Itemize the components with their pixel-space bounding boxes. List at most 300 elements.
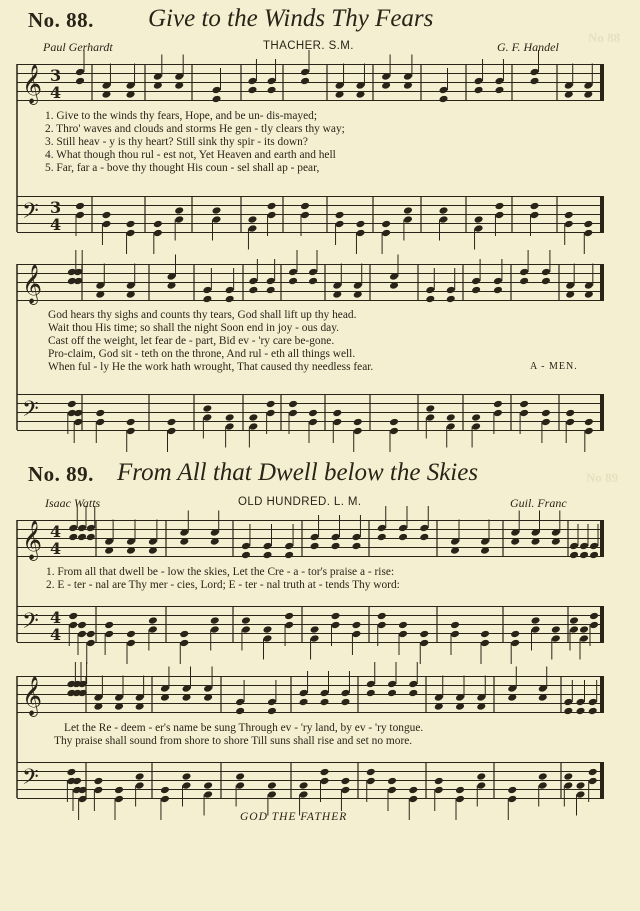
note-head [579, 542, 589, 551]
note-head [335, 90, 345, 99]
note-head [284, 551, 294, 560]
note-head [126, 546, 136, 555]
note-head [480, 546, 490, 555]
note-head [126, 537, 136, 546]
note-head [541, 409, 551, 418]
tune-name: THACHER. S.M. [263, 40, 354, 52]
note-head [530, 202, 540, 211]
note-head [179, 639, 189, 648]
final-bar [600, 606, 604, 642]
note-head [182, 684, 192, 693]
note-head [366, 768, 376, 777]
note-head [86, 524, 96, 533]
note-head [225, 286, 235, 295]
note-head [531, 528, 541, 537]
note-head [104, 621, 114, 630]
note-head [377, 621, 387, 630]
note-head [225, 413, 235, 422]
note-head [135, 693, 145, 702]
verse-line: 5. Far, far a - bove thy thought His coun - sel shall ap - pear, [45, 162, 320, 174]
note-head [564, 211, 574, 220]
note-head [387, 689, 397, 698]
note-head [210, 537, 220, 546]
note-head [135, 772, 145, 781]
final-bar [600, 394, 604, 430]
note-head [104, 546, 114, 555]
note-head [450, 621, 460, 630]
note-head [419, 630, 429, 639]
note-head [480, 639, 490, 648]
note-head [126, 281, 136, 290]
note-head [476, 693, 486, 702]
note-head [387, 786, 397, 795]
treble-clef-icon: 𝄞 [22, 676, 43, 716]
note-head [538, 684, 548, 693]
note-head [182, 781, 192, 790]
note-head [202, 286, 212, 295]
note-head [126, 418, 136, 427]
bass-clef-icon: 𝄢 [22, 199, 39, 229]
note-head [68, 533, 78, 542]
note-head [589, 612, 599, 621]
note-head [212, 206, 222, 215]
note-head [576, 781, 586, 790]
note-head [353, 418, 363, 427]
note-head [267, 77, 277, 86]
note-head [584, 281, 594, 290]
note-head [126, 81, 136, 90]
note-head [398, 524, 408, 533]
note-head [299, 790, 309, 799]
note-head [331, 612, 341, 621]
final-bar [600, 762, 604, 798]
note-head [434, 693, 444, 702]
note-head [507, 795, 517, 804]
note-head [104, 630, 114, 639]
verse-line: Cast off the weight, let fear de - part, Bid ev - 'ry care be-gone. [48, 335, 335, 347]
note-head [355, 229, 365, 238]
note-head [507, 684, 517, 693]
note-head [389, 427, 399, 436]
note-head [569, 542, 579, 551]
note-head [267, 86, 277, 95]
note-head [563, 772, 573, 781]
note-head [331, 533, 341, 542]
treble-clef-icon: 𝄞 [22, 264, 43, 304]
note-head [248, 286, 258, 295]
note-head [77, 533, 87, 542]
note-head [589, 542, 599, 551]
note-head [67, 400, 77, 409]
note-head [212, 95, 222, 104]
note-head [148, 625, 158, 634]
note-head [300, 77, 310, 86]
note-head [174, 215, 184, 224]
note-head [299, 689, 309, 698]
note-head [248, 277, 258, 286]
note-head [381, 220, 391, 229]
amen-label: A - MEN. [530, 361, 578, 372]
time-signature: 4 [50, 539, 62, 558]
note-head [480, 537, 490, 546]
note-head [153, 220, 163, 229]
note-head [510, 528, 520, 537]
note-head [68, 524, 78, 533]
time-signature: 4 [50, 522, 62, 541]
note-head [494, 77, 504, 86]
hymn-composer: Guil. Franc [510, 496, 567, 510]
note-head [235, 698, 245, 707]
note-head [471, 286, 481, 295]
note-head [551, 625, 561, 634]
note-head [563, 707, 573, 716]
note-head [519, 268, 529, 277]
verse-line: 4. What though thou rul - est not, Yet Heaven and earth and hell [45, 149, 336, 161]
note-head [366, 777, 376, 786]
note-head [308, 418, 318, 427]
note-head [332, 418, 342, 427]
note-head [77, 621, 87, 630]
note-head [300, 68, 310, 77]
note-head [202, 404, 212, 413]
note-head [366, 680, 376, 689]
note-head [126, 290, 136, 299]
note-head [531, 625, 541, 634]
note-head [331, 621, 341, 630]
note-head [494, 86, 504, 95]
note-head [476, 702, 486, 711]
note-head [300, 211, 310, 220]
note-head [530, 77, 540, 86]
note-head [551, 537, 561, 546]
note-head [355, 81, 365, 90]
note-head [210, 616, 220, 625]
note-head [408, 795, 418, 804]
note-head [310, 533, 320, 542]
note-head [493, 400, 503, 409]
note-head [569, 551, 579, 560]
note-head [474, 215, 484, 224]
note-head [263, 551, 273, 560]
note-head [310, 634, 320, 643]
note-head [355, 220, 365, 229]
note-head [471, 277, 481, 286]
note-head [389, 418, 399, 427]
note-head [335, 81, 345, 90]
verse-line: Thy praise shall sound from shore to shore Till suns shall rise and set no more. [54, 735, 413, 747]
note-head [148, 537, 158, 546]
note-head [563, 698, 573, 707]
bass-clef-icon: 𝄢 [22, 609, 39, 639]
note-head [351, 533, 361, 542]
note-head [263, 542, 273, 551]
note-head [66, 768, 76, 777]
note-head [203, 693, 213, 702]
note-head [248, 422, 258, 431]
note-head [86, 630, 96, 639]
note-head [353, 427, 363, 436]
note-head [564, 220, 574, 229]
note-head [153, 81, 163, 90]
note-head [446, 422, 456, 431]
note-head [579, 551, 589, 560]
time-signature: 4 [50, 215, 62, 234]
note-head [408, 680, 418, 689]
verse-line: 1. Give to the winds thy fears, Hope, and be un- dis-mayed; [45, 110, 318, 122]
note-head [584, 418, 594, 427]
note-head [212, 86, 222, 95]
note-head [565, 290, 575, 299]
note-head [167, 427, 177, 436]
note-head [203, 781, 213, 790]
note-head [114, 786, 124, 795]
note-head [135, 781, 145, 790]
note-head [126, 90, 136, 99]
note-head [308, 409, 318, 418]
note-head [160, 786, 170, 795]
hymn-title: Give to the Winds Thy Fears [148, 5, 434, 32]
note-head [434, 786, 444, 795]
note-head [86, 639, 96, 648]
note-head [340, 689, 350, 698]
note-head [126, 220, 136, 229]
note-head [320, 768, 330, 777]
verse-line: Pro-claim, God sit - teth on the throne, And rul - eth all things well. [48, 348, 356, 360]
note-head [267, 211, 277, 220]
note-head [241, 551, 251, 560]
note-head [310, 625, 320, 634]
note-head [241, 625, 251, 634]
note-head [126, 427, 136, 436]
note-head [179, 528, 189, 537]
note-head [320, 689, 330, 698]
note-head [241, 616, 251, 625]
note-head [174, 206, 184, 215]
note-head [160, 795, 170, 804]
note-head [335, 220, 345, 229]
note-head [588, 768, 598, 777]
note-head [551, 634, 561, 643]
final-bar [600, 520, 604, 556]
note-head [284, 612, 294, 621]
note-head [340, 786, 350, 795]
note-head [153, 229, 163, 238]
note-head [351, 542, 361, 551]
note-head [95, 281, 105, 290]
note-head [179, 537, 189, 546]
note-head [366, 689, 376, 698]
note-head [299, 698, 309, 707]
verse-line: 2. E - ter - nal are Thy mer - cies, Lord; E - ter - nal truth at - tends Thy word: [46, 579, 400, 591]
note-head [167, 281, 177, 290]
note-head [377, 524, 387, 533]
note-head [77, 630, 87, 639]
tune-name: OLD HUNDRED. L. M. [238, 496, 362, 508]
note-head [288, 409, 298, 418]
note-head [93, 693, 103, 702]
note-head [101, 220, 111, 229]
note-head [564, 81, 574, 90]
note-head [538, 772, 548, 781]
note-head [474, 224, 484, 233]
note-head [93, 777, 103, 786]
note-head [135, 702, 145, 711]
note-head [583, 90, 593, 99]
note-head [474, 77, 484, 86]
note-head [101, 90, 111, 99]
section-footer: GOD THE FATHER [240, 811, 348, 823]
note-head [160, 693, 170, 702]
time-signature: 4 [50, 625, 62, 644]
note-head [247, 86, 257, 95]
note-head [267, 698, 277, 707]
verse-line: God hears thy sighs and counts thy tears, God shall lift up thy head. [48, 309, 357, 321]
note-head [541, 418, 551, 427]
note-head [584, 427, 594, 436]
note-head [579, 634, 589, 643]
note-head [203, 684, 213, 693]
note-head [126, 229, 136, 238]
note-head [389, 281, 399, 290]
note-head [210, 528, 220, 537]
note-head [507, 693, 517, 702]
note-head [589, 551, 599, 560]
note-head [266, 286, 276, 295]
note-head [101, 211, 111, 220]
note-head [320, 698, 330, 707]
note-head [308, 268, 318, 277]
note-head [267, 781, 277, 790]
note-head [114, 702, 124, 711]
note-head [439, 95, 449, 104]
note-head [210, 625, 220, 634]
note-head [95, 418, 105, 427]
note-head [351, 621, 361, 630]
note-head [419, 524, 429, 533]
note-head [247, 77, 257, 86]
note-head [398, 533, 408, 542]
note-head [288, 277, 298, 286]
note-head [450, 546, 460, 555]
note-head [446, 413, 456, 422]
note-head [569, 616, 579, 625]
hymn-title: From All that Dwell below the Skies [117, 459, 479, 486]
note-head [351, 630, 361, 639]
note-head [93, 702, 103, 711]
hymn-author: Isaac Watts [45, 496, 101, 510]
note-head [563, 781, 573, 790]
note-head [519, 400, 529, 409]
note-head [75, 68, 85, 77]
note-head [450, 537, 460, 546]
note-head [403, 72, 413, 81]
note-head [95, 409, 105, 418]
verse-line: 3. Still heav - y is thy heart? Still sink thy spir - its down? [45, 136, 308, 148]
note-head [104, 537, 114, 546]
note-head [476, 781, 486, 790]
note-head [355, 90, 365, 99]
note-head [332, 409, 342, 418]
note-head [439, 215, 449, 224]
note-head [266, 409, 276, 418]
note-head [480, 630, 490, 639]
hymn-number: No. 89. [28, 462, 94, 486]
note-head [377, 533, 387, 542]
verse-line: Wait thou His time; so shall the night Soon end in joy - ous day. [48, 322, 339, 334]
note-head [263, 634, 273, 643]
verse-line: 2. Thro' waves and clouds and storms He gen - tly clears thy way; [45, 123, 345, 135]
note-head [202, 295, 212, 304]
note-head [494, 211, 504, 220]
note-head [75, 211, 85, 220]
note-head [381, 72, 391, 81]
note-head [68, 621, 78, 630]
note-head [579, 625, 589, 634]
note-head [403, 206, 413, 215]
note-head [377, 612, 387, 621]
note-head [519, 409, 529, 418]
note-head [340, 777, 350, 786]
note-head [531, 616, 541, 625]
note-head [398, 630, 408, 639]
note-head [167, 418, 177, 427]
note-head [153, 72, 163, 81]
note-head [569, 625, 579, 634]
note-head [202, 413, 212, 422]
hymn-number: No. 88. [28, 8, 94, 32]
note-head [182, 772, 192, 781]
note-head [387, 777, 397, 786]
note-head [588, 777, 598, 786]
note-head [381, 81, 391, 90]
note-head [126, 630, 136, 639]
note-head [541, 268, 551, 277]
note-head [167, 272, 177, 281]
note-head [225, 422, 235, 431]
note-head [519, 277, 529, 286]
note-head [439, 206, 449, 215]
note-head [565, 418, 575, 427]
note-head [538, 693, 548, 702]
note-head [588, 698, 598, 707]
note-head [450, 630, 460, 639]
note-head [308, 277, 318, 286]
note-head [126, 639, 136, 648]
note-head [576, 698, 586, 707]
note-head [576, 790, 586, 799]
note-head [530, 211, 540, 220]
note-head [583, 229, 593, 238]
note-head [551, 528, 561, 537]
note-head [589, 621, 599, 630]
note-head [434, 702, 444, 711]
note-head [510, 639, 520, 648]
note-head [425, 295, 435, 304]
note-head [77, 524, 87, 533]
note-head [267, 707, 277, 716]
note-head [267, 790, 277, 799]
note-head [247, 215, 257, 224]
note-head [353, 281, 363, 290]
note-head [425, 286, 435, 295]
verse-line: When ful - ly He the work hath wrought, That caused thy needless fear. [48, 361, 374, 373]
note-head [588, 707, 598, 716]
note-head [419, 533, 429, 542]
note-head [182, 693, 192, 702]
note-head [114, 795, 124, 804]
note-head [510, 537, 520, 546]
note-head [235, 781, 245, 790]
